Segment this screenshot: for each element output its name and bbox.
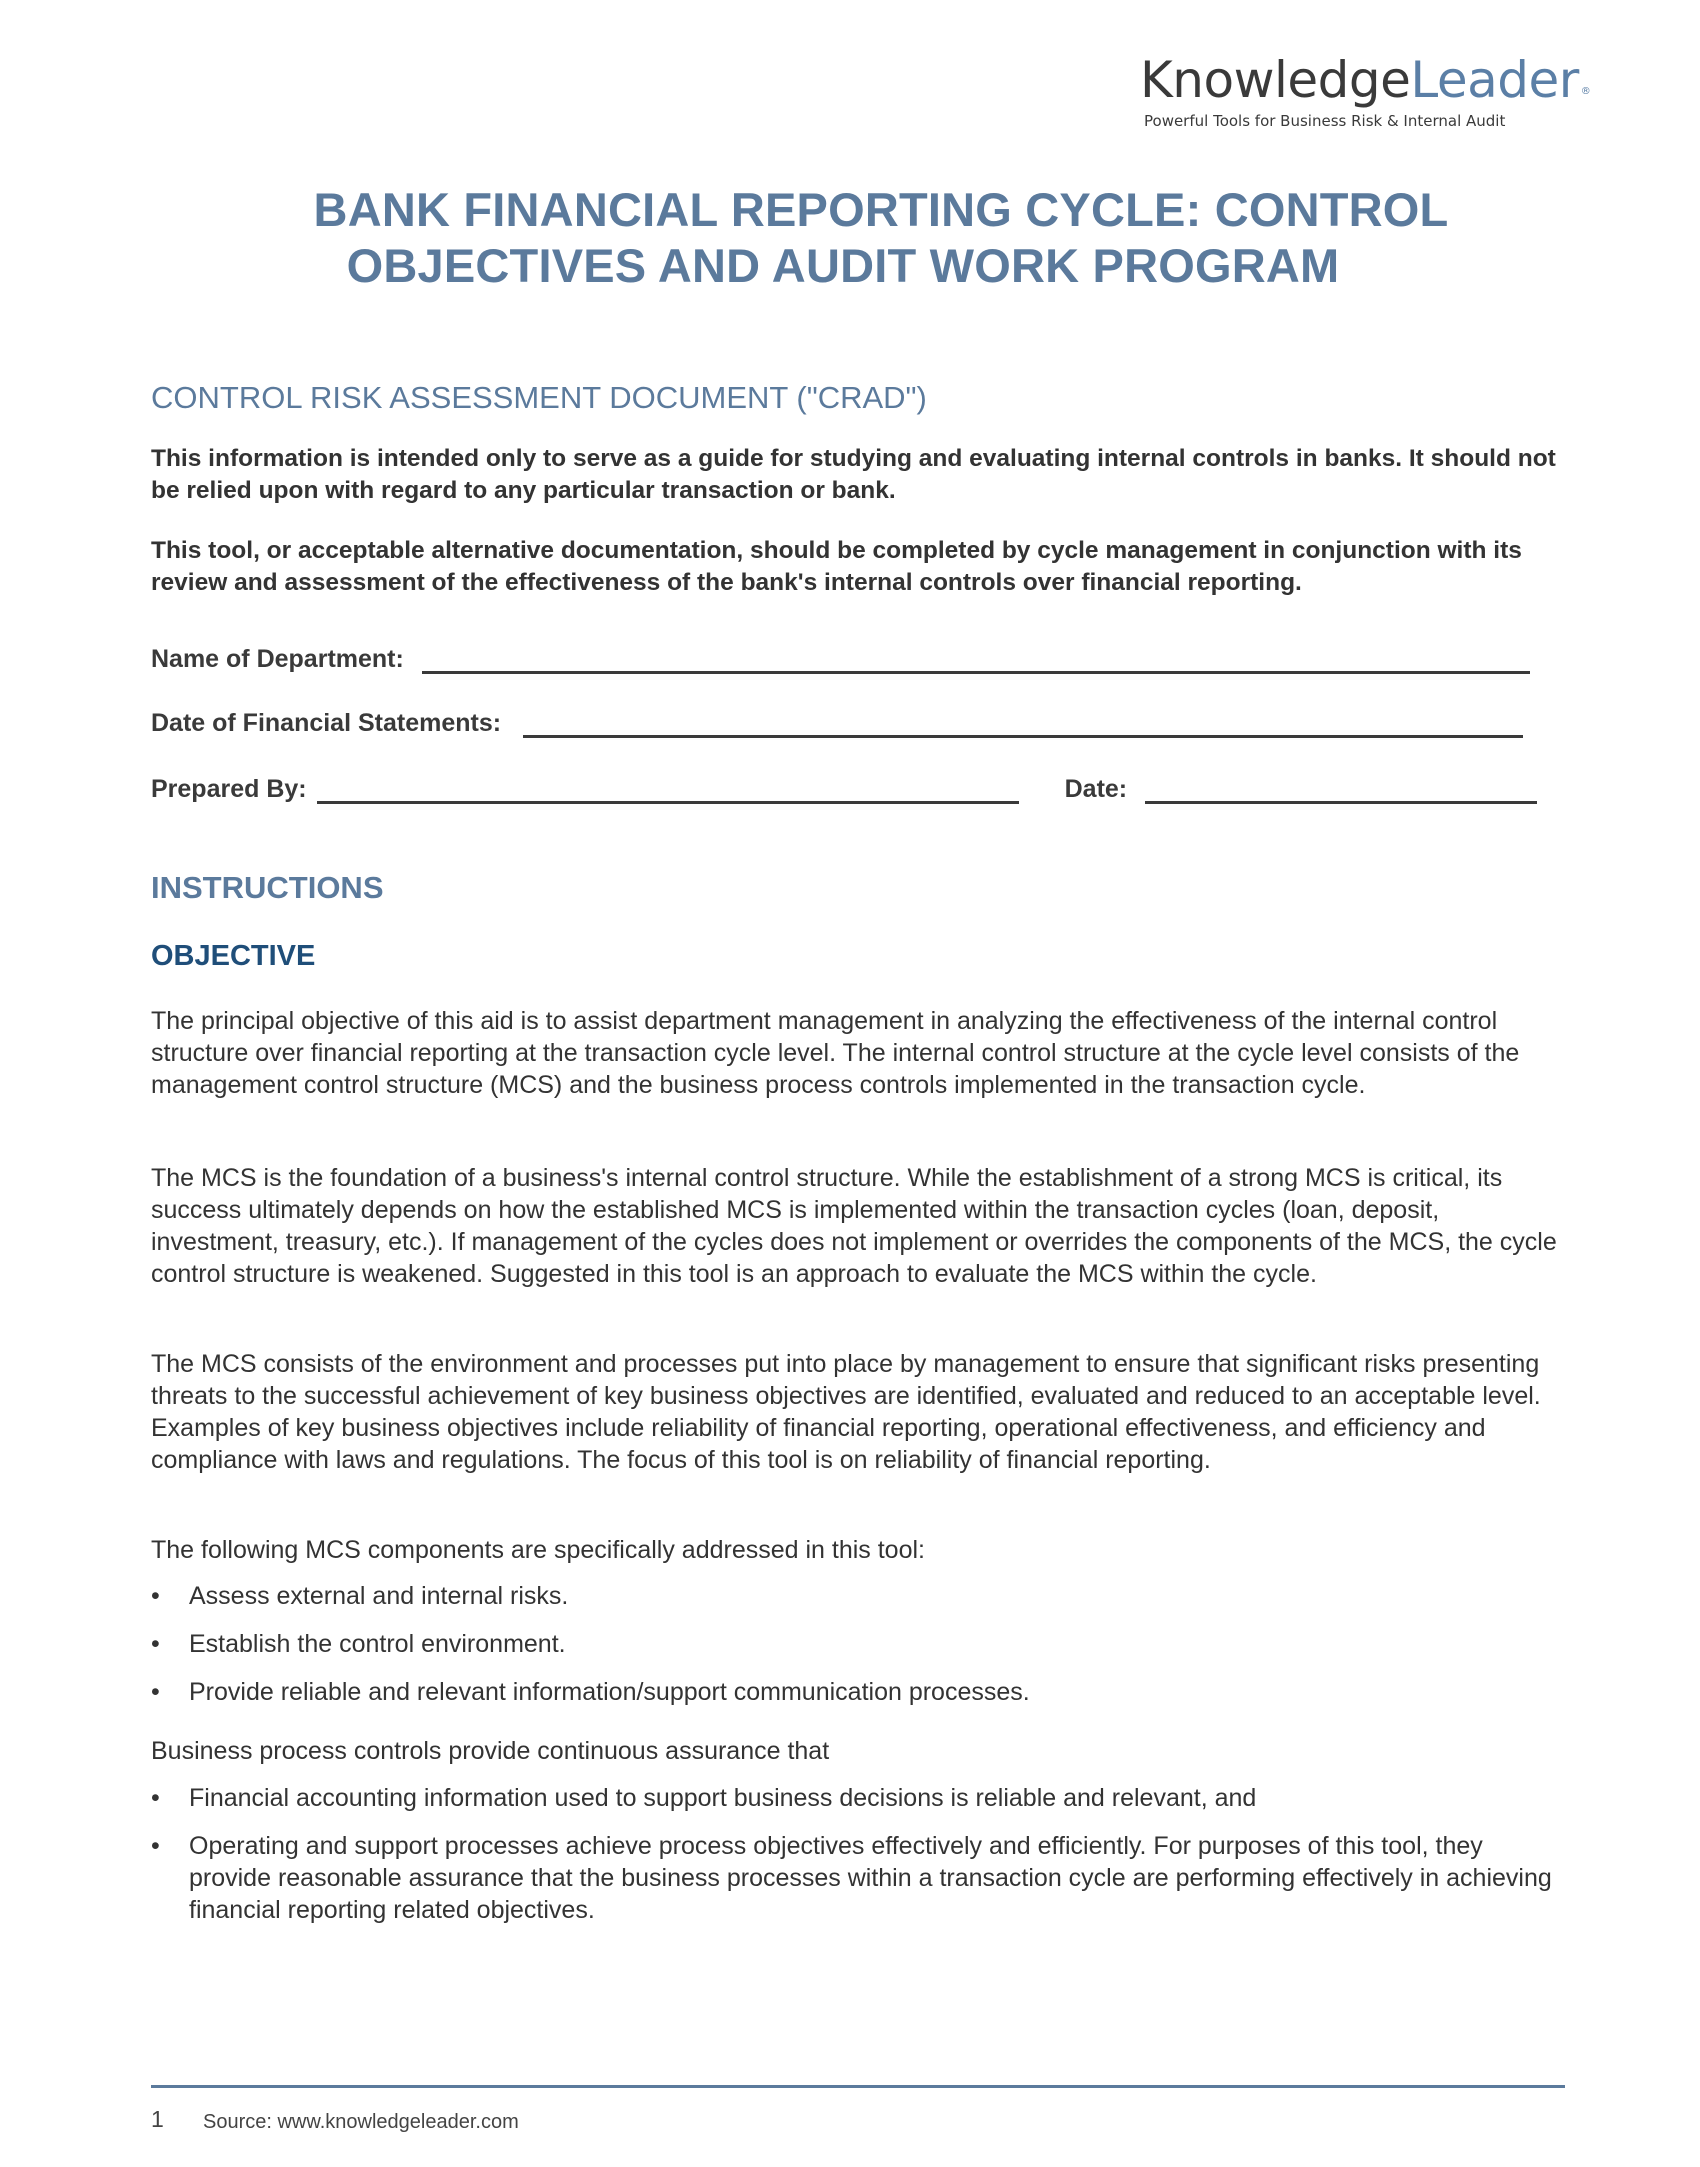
date-input[interactable]	[1145, 775, 1537, 804]
date-label: Date:	[1064, 775, 1128, 803]
mcs-components-intro: The following MCS components are specifically addressed in this tool:	[151, 1536, 925, 1564]
prepared-by-input[interactable]	[317, 775, 1019, 804]
logo-wordmark	[1140, 51, 1591, 109]
bullet-icon: •	[151, 1784, 160, 1812]
bullet-text: Establish the control environment.	[189, 1630, 566, 1658]
department-label: Name of Department:	[151, 645, 404, 673]
bpc-bullet-item	[151, 1830, 1571, 1926]
title-line-2: OBJECTIVES AND AUDIT WORK PROGRAM	[346, 239, 1340, 292]
fs-date-label: Date of Financial Statements:	[151, 709, 502, 737]
prepared-by-field-row	[151, 770, 1565, 804]
registered-mark: ®	[1580, 86, 1591, 97]
document-title	[0, 182, 1700, 294]
objective-paragraph-2: The MCS is the foundation of a business's internal control structure. While the establishment of a strong MCS is critical, its success ultimately depends on how the established MCS is implemented within the transaction cycles (loan, deposit, investment, treasury, etc.). If management of the cycles does not implement or overrides the components of the MCS, the cycle control structure is weakened. Suggested in this tool is an approach to evaluate the MCS within the cycle.	[151, 1164, 1557, 1288]
mcs-bullet-item	[151, 1676, 1571, 1708]
knowledgeleader-logo	[1140, 51, 1591, 130]
footer-divider	[151, 2085, 1565, 2088]
bullet-icon: •	[151, 1832, 160, 1860]
logo-leader: Leader	[1410, 51, 1579, 109]
crad-heading: CONTROL RISK ASSESSMENT DOCUMENT ("CRAD")	[151, 380, 927, 415]
bpc-intro: Business process controls provide continuous assurance that	[151, 1737, 830, 1765]
bullet-icon: •	[151, 1678, 160, 1706]
source-note: Source: www.knowledgeleader.com	[203, 2111, 519, 2133]
bullet-text: Provide reliable and relevant information/support communication processes.	[189, 1678, 1030, 1706]
prepared-by-label: Prepared By:	[151, 775, 307, 803]
bpc-bullet-item	[151, 1782, 1571, 1814]
crad-disclaimer: This information is intended only to serve as a guide for studying and evaluating internal controls in banks. It should not be relied upon with regard to any particular transaction or bank.	[151, 445, 1556, 504]
bullet-icon: •	[151, 1582, 160, 1610]
title-line-1: BANK FINANCIAL REPORTING CYCLE: CONTROL	[313, 183, 1449, 236]
department-input[interactable]	[422, 645, 1530, 674]
instructions-heading: INSTRUCTIONS	[151, 870, 384, 905]
page-number: 1	[151, 2106, 164, 2132]
mcs-bullet-item	[151, 1628, 1571, 1660]
fs-date-input[interactable]	[523, 709, 1523, 738]
objective-paragraph-1: The principal objective of this aid is to assist department management in analyzing the effectiveness of the internal control structure over financial reporting at the transaction cycle level. The internal control structure at the cycle level consists of the management control structure (MCS) and the business process controls implemented in the transaction cycle.	[151, 1007, 1520, 1099]
bullet-text: Operating and support processes achieve process objectives effectively and efficiently. For purposes of this tool, they provide reasonable assurance that the business processes within a transaction cycle are performing effectively in achieving financial reporting related objectives.	[189, 1832, 1552, 1924]
department-field-row	[151, 640, 1565, 674]
logo-tagline: Powerful Tools for Business Risk & Internal Audit	[1144, 112, 1506, 130]
objective-paragraph-3: The MCS consists of the environment and processes put into place by management to ensure that significant risks presenting threats to the successful achievement of key business objectives are identified, evaluated and reduced to an acceptable level. Examples of key business objectives include reliability of financial reporting, operational effectiveness, and efficiency and compliance with laws and regulations. The focus of this tool is on reliability of financial reporting.	[151, 1350, 1541, 1474]
fs-date-field-row	[151, 704, 1565, 738]
bullet-text: Assess external and internal risks.	[189, 1582, 569, 1610]
crad-usage-note: This tool, or acceptable alternative documentation, should be completed by cycle management in conjunction with its review and assessment of the effectiveness of the bank's internal controls over financial reporting.	[151, 537, 1522, 596]
bullet-icon: •	[151, 1630, 160, 1658]
bullet-text: Financial accounting information used to support business decisions is reliable and relevant, and	[189, 1784, 1257, 1812]
mcs-bullet-item	[151, 1580, 1571, 1612]
objective-heading: OBJECTIVE	[151, 940, 316, 972]
logo-knowledge: Knowledge	[1140, 51, 1411, 109]
